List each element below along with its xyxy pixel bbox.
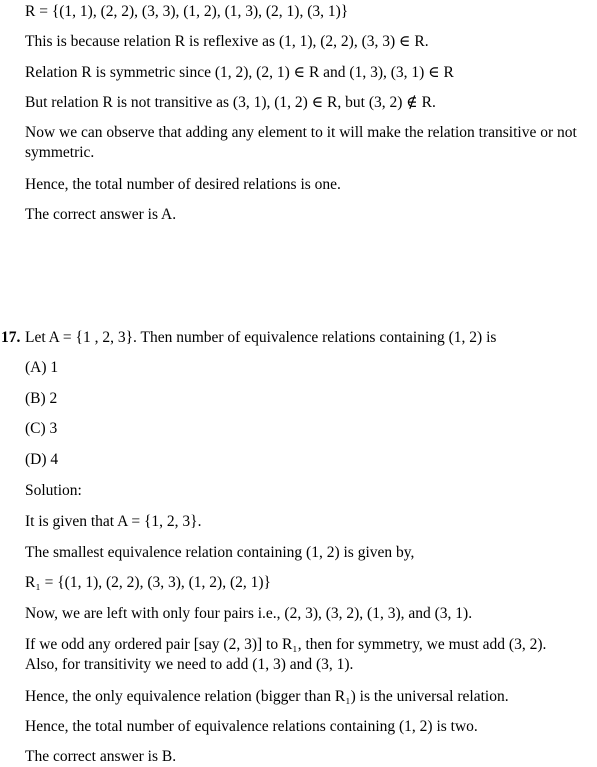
question-number: 17. <box>1 329 21 346</box>
smallest-relation-intro: The smallest equivalence relation containing (1, 2) is given by, <box>25 544 415 561</box>
universal-relation-statement: Hence, the only equivalence relation (bigger than R₁) is the universal relation. <box>25 688 509 705</box>
total-statement: Hence, the total number of equivalence relations containing (1, 2) is two. <box>25 718 478 735</box>
given-statement: It is given that A = {1, 2, 3}. <box>25 513 202 530</box>
solution-heading: Solution: <box>25 482 82 499</box>
r1-definition: R₁ = {(1, 1), (2, 2), (3, 3), (1, 2), (2, 1)} <box>25 574 271 591</box>
answer-statement: The correct answer is A. <box>25 206 177 223</box>
symmetry-step: If we odd any ordered pair [say (2, 3)] to R₁, then for symmetry, we must add (3, 2). <box>25 636 547 653</box>
final-answer: The correct answer is B. <box>25 748 177 765</box>
relation-definition: R = {(1, 1), (2, 2), (3, 3), (1, 2), (1, 3), (2, 1), (3, 1)} <box>25 3 349 20</box>
question-text: Let A = {1 , 2, 3}. Then number of equivalence relations containing (1, 2) is <box>25 329 497 346</box>
option-a: (A) 1 <box>25 359 59 376</box>
transitivity-step: Also, for transitivity we need to add (1, 3) and (3, 1). <box>25 656 354 673</box>
option-d: (D) 4 <box>25 451 59 468</box>
reflexive-statement: This is because relation R is reflexive as (1, 1), (2, 2), (3, 3) ∈ R. <box>25 33 429 50</box>
option-c: (C) 3 <box>25 420 58 437</box>
not-transitive-statement: But relation R is not transitive as (3, 1), (1, 2) ∈ R, but (3, 2) ∉ R. <box>25 94 436 111</box>
observation-paragraph: Now we can observe that adding any element to it will make the relation transitive or not symmetric. <box>25 124 577 161</box>
conclusion-statement: Hence, the total number of desired relations is one. <box>25 176 341 193</box>
symmetric-statement: Relation R is symmetric since (1, 2), (2, 1) ∈ R and (1, 3), (3, 1) ∈ R <box>25 64 454 81</box>
remaining-pairs: Now, we are left with only four pairs i.e., (2, 3), (3, 2), (1, 3), and (3, 1). <box>25 605 473 622</box>
option-b: (B) 2 <box>25 390 58 407</box>
